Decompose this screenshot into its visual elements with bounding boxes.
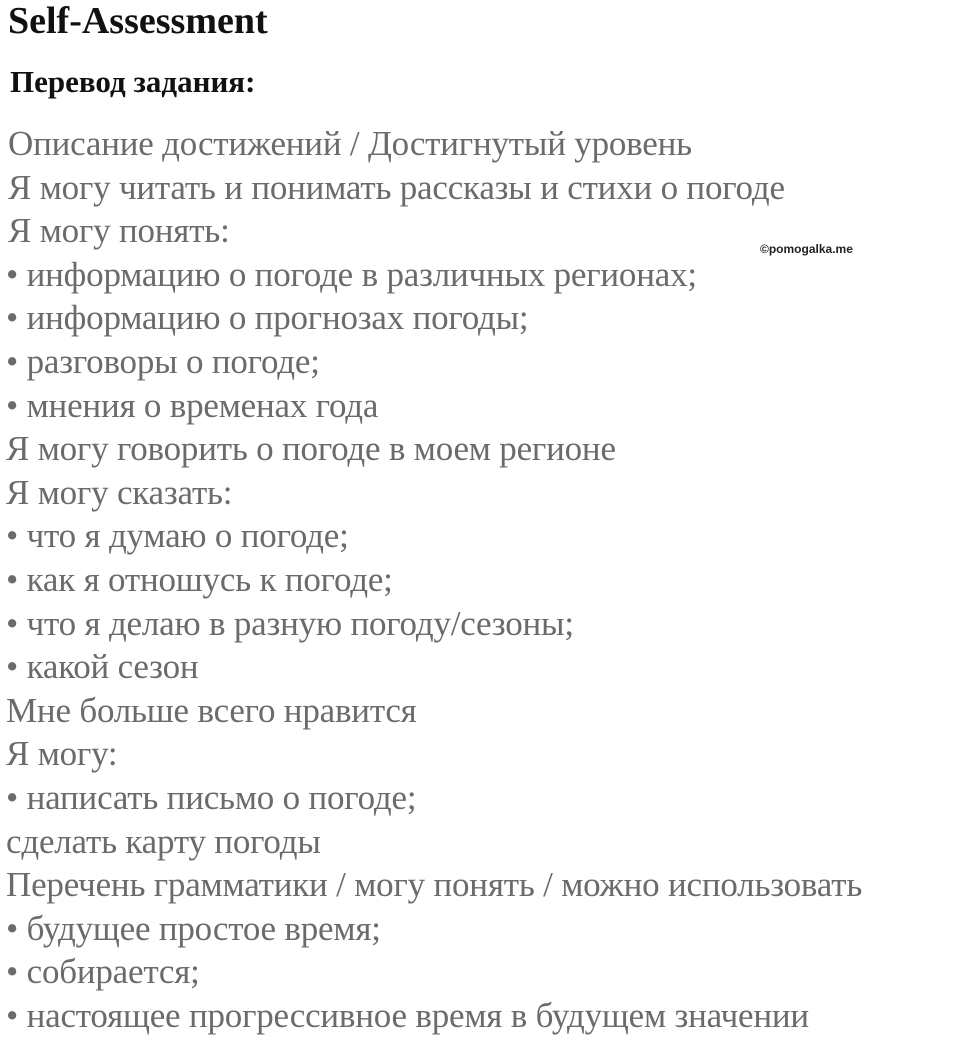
text-line: Я могу понять: — [8, 211, 230, 251]
text-line: Я могу читать и понимать рассказы и стихи о погоде — [8, 167, 785, 207]
list-item: • настоящее прогрессивное время в будущем значении — [6, 995, 809, 1035]
watermark: ©pomogalka.me — [760, 242, 853, 256]
text-line: Перечень грамматики / могу понять / можно использовать — [6, 865, 863, 905]
list-item: • что я думаю о погоде; — [6, 516, 349, 556]
list-item: • разговоры о погоде; — [6, 341, 320, 381]
list-item: • какой сезон — [6, 647, 199, 687]
page-title: Self-Assessment — [8, 0, 268, 42]
list-item: • что я делаю в разную погоду/сезоны; — [6, 603, 574, 643]
list-item: • мнения о временах года — [6, 385, 379, 425]
text-line: Я могу: — [6, 734, 118, 774]
list-item: • информацию о погоде в различных регионах; — [6, 254, 697, 294]
text-line: Описание достижений / Достигнутый уровень — [8, 124, 692, 163]
text-line: Мне больше всего нравится — [6, 690, 417, 730]
text-line: Я могу говорить о погоде в моем регионе — [6, 429, 616, 469]
text-line: Я могу сказать: — [6, 472, 233, 512]
section-subtitle: Перевод задания: — [10, 64, 256, 99]
text-line: сделать карту погоды — [6, 821, 321, 861]
list-item: • собирается; — [6, 952, 200, 992]
assessment-text — [6, 122, 862, 1037]
list-item: • будущее простое время; — [6, 908, 381, 948]
list-item: • как я отношусь к погоде; — [6, 559, 393, 599]
list-item: • написать письмо о погоде; — [6, 777, 417, 817]
list-item: • информацию о прогнозах погоды; — [6, 298, 529, 338]
